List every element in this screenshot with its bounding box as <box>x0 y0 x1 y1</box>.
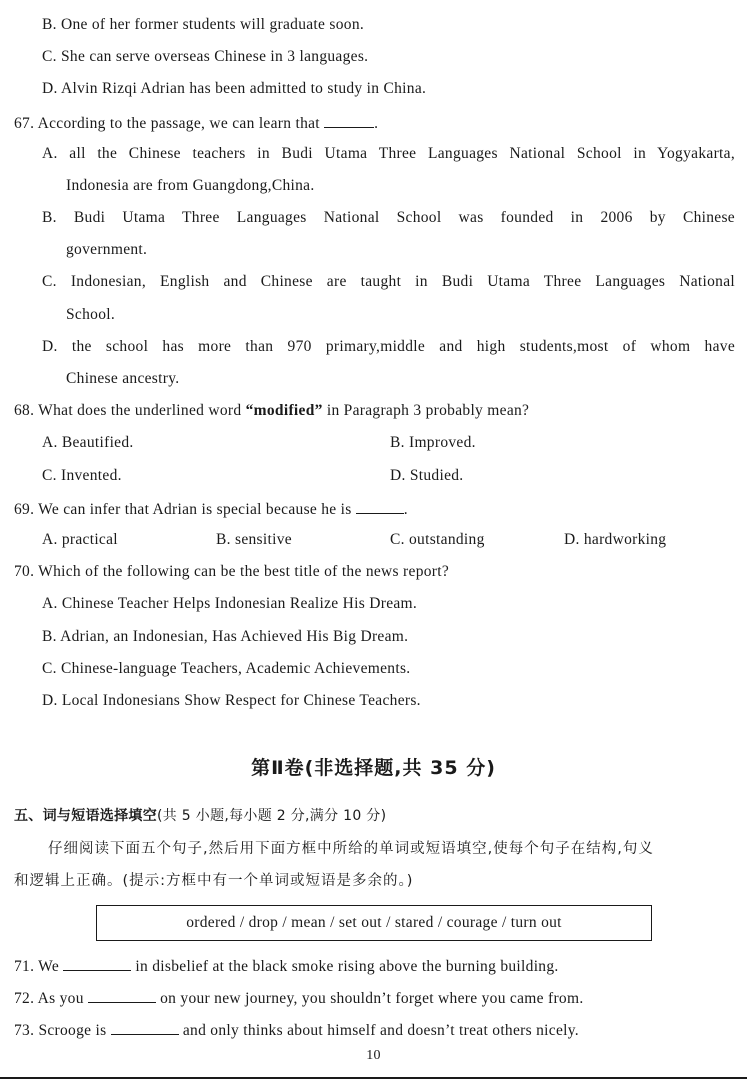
q68-stem-text: 68. What does the underlined word <box>14 402 246 419</box>
section5-heading-note: (共 5 小题,每小题 2 分,满分 10 分) <box>157 808 387 824</box>
page-number: 10 <box>366 1048 381 1063</box>
q71-text-before: 71. We <box>14 958 60 975</box>
q69-option-b: B. sensitive <box>216 531 292 548</box>
q70-option-d: D. Local Indonesians Show Respect for Chinese Teachers. <box>42 692 421 709</box>
q67-option-a-line1: A. all the Chinese teachers in Budi Utama Three Languages National School in Yogyakarta, <box>42 145 735 162</box>
q67-option-c-line1: C. Indonesian, English and Chinese are taught in Budi Utama Three Languages National <box>42 273 735 290</box>
q69-stem <box>14 498 408 520</box>
q66-option-d: D. Alvin Rizqi Adrian has been admitted to study in China. <box>42 80 427 97</box>
q68-option-c: C. Invented. <box>42 467 122 484</box>
q70-option-a: A. Chinese Teacher Helps Indonesian Realize His Dream. <box>42 595 418 612</box>
q68-stem-end: in Paragraph 3 probably mean? <box>322 402 530 419</box>
q71-text-after: in disbelief at the black smoke rising above the burning building. <box>135 958 559 975</box>
part2-title: 第Ⅱ卷(非选择题,共 35 分) <box>251 757 496 779</box>
q73-text-before: 73. Scrooge is <box>14 1022 107 1039</box>
q70-option-b: B. Adrian, an Indonesian, Has Achieved His Big Dream. <box>42 628 409 645</box>
q67-option-b-line1: B. Budi Utama Three Languages National School was founded in 2006 by Chinese <box>42 209 735 226</box>
q73-text-after: and only thinks about himself and doesn’t treat others nicely. <box>182 1022 579 1039</box>
q70-stem: 70. Which of the following can be the best title of the news report? <box>14 563 450 580</box>
bottom-rule <box>0 1077 747 1079</box>
answer-blank <box>324 112 374 128</box>
q68-option-d: D. Studied. <box>390 467 464 484</box>
q69-stem-text: 69. We can infer that Adrian is special because he is <box>14 501 352 518</box>
q68-option-b: B. Improved. <box>390 434 476 451</box>
section5-heading <box>14 806 386 826</box>
q67-option-d-line1: D. the school has more than 970 primary,middle and high students,most of whom have <box>42 338 735 355</box>
q71 <box>14 955 559 977</box>
underlined-word: “modified” <box>245 402 323 419</box>
q67-option-d-line2: Chinese ancestry. <box>66 370 180 387</box>
q69-option-d: D. hardworking <box>564 531 667 548</box>
word-bank-box <box>96 905 652 941</box>
q69-option-c: C. outstanding <box>390 531 485 548</box>
q73 <box>14 1019 579 1041</box>
q68-stem <box>14 401 529 421</box>
q69-stem-end: . <box>403 501 408 518</box>
q67-option-a-line2: Indonesia are from Guangdong,China. <box>66 177 315 194</box>
answer-blank <box>63 955 131 971</box>
section5-instruction-line2: 和逻辑上正确。(提示:方框中有一个单词或短语是多余的。) <box>14 873 414 889</box>
q67-option-c-line2: School. <box>66 306 116 323</box>
answer-blank <box>356 498 404 514</box>
q67-stem <box>14 112 378 134</box>
q72 <box>14 987 584 1009</box>
q67-stem-text: 67. According to the passage, we can learn that <box>14 115 320 132</box>
answer-blank <box>88 987 156 1003</box>
section5-heading-text: 五、词与短语选择填空 <box>14 808 157 824</box>
section5-instruction-line1: 仔细阅读下面五个句子,然后用下面方框中所给的单词或短语填空,使每个句子在结构,句义 <box>48 841 654 857</box>
q67-stem-end: . <box>374 115 379 132</box>
q70-option-c: C. Chinese-language Teachers, Academic Achievements. <box>42 660 411 677</box>
q72-text-before: 72. As you <box>14 990 84 1007</box>
q66-option-c: C. She can serve overseas Chinese in 3 languages. <box>42 48 369 65</box>
word-bank-text: ordered / drop / mean / set out / stared / courage / turn out <box>186 914 562 931</box>
q72-text-after: on your new journey, you shouldn’t forget where you came from. <box>160 990 584 1007</box>
q66-option-b: B. One of her former students will graduate soon. <box>42 16 365 33</box>
answer-blank <box>111 1019 179 1035</box>
q67-option-b-line2: government. <box>66 241 148 258</box>
q69-option-a: A. practical <box>42 531 118 548</box>
q68-option-a: A. Beautified. <box>42 434 134 451</box>
